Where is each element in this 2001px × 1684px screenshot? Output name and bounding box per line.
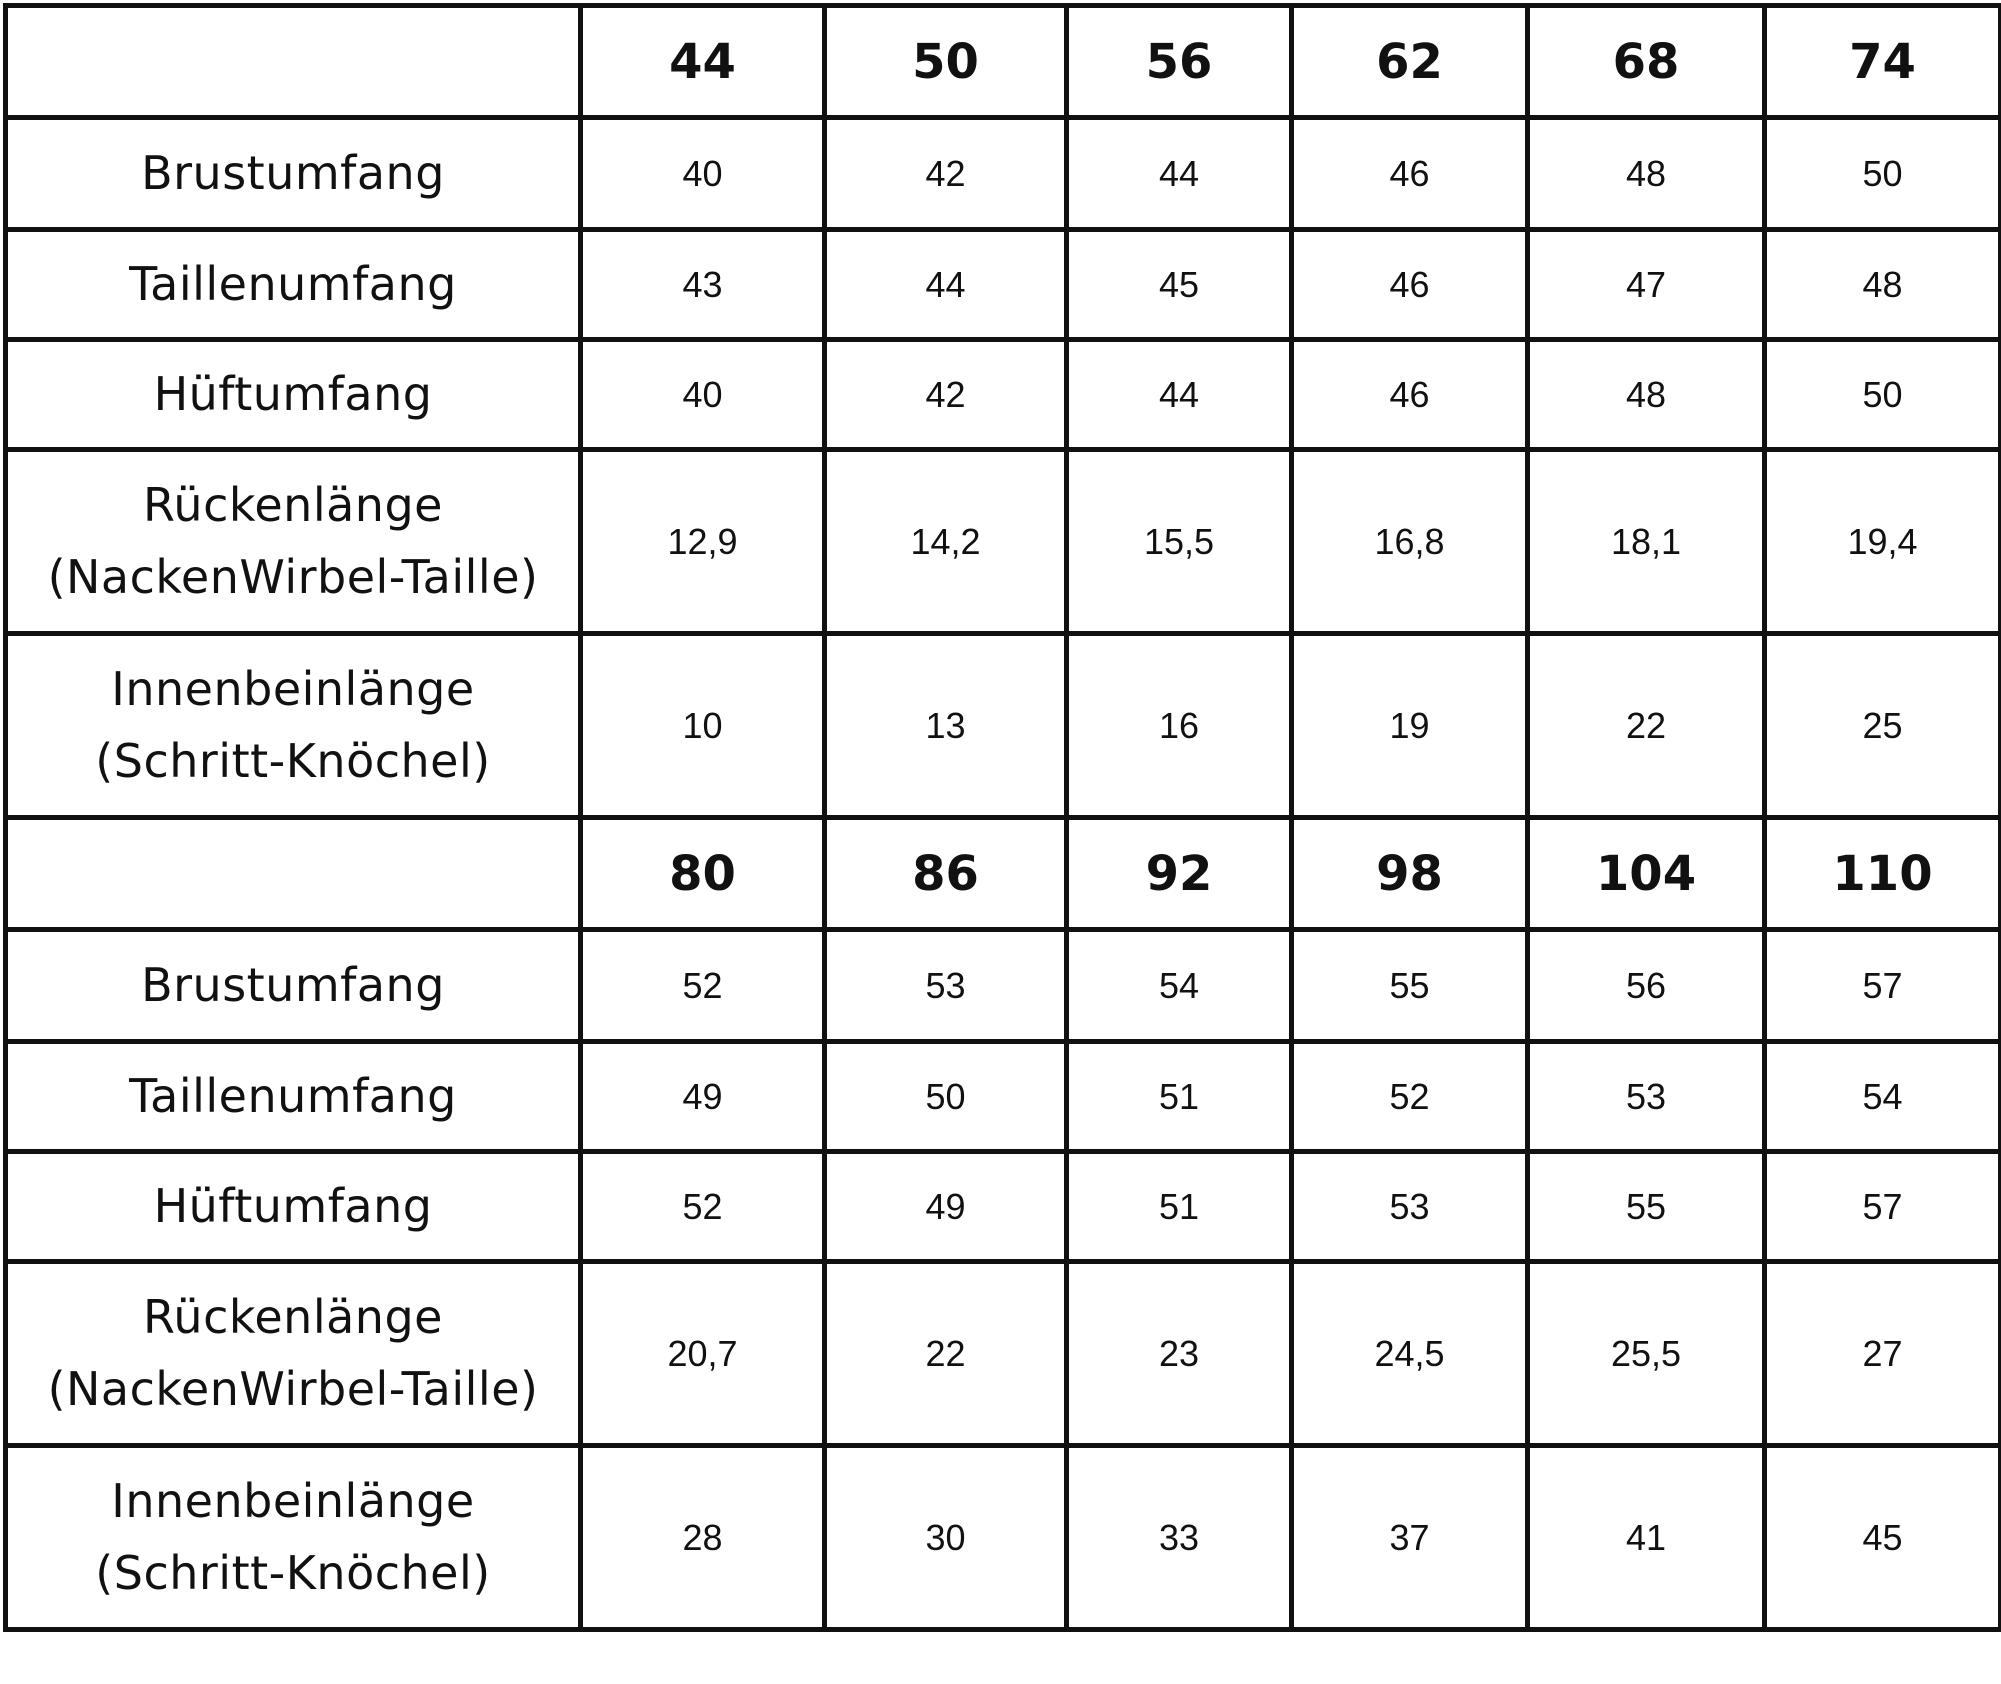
value-cell: 20,7 [581,1262,825,1446]
waist-row [6,230,2001,340]
value-cell: 52 [581,930,825,1042]
value-cell: 53 [825,930,1067,1042]
size-header-cell: 80 [581,818,825,930]
value-cell: 44 [825,230,1067,340]
value-cell: 45 [1067,230,1292,340]
waist-label [6,230,581,340]
value-cell: 16,8 [1292,450,1528,634]
value-cell: 40 [581,340,825,450]
value-cell: 41 [1528,1446,1765,1630]
label-line: (Schritt-Knöchel) [95,733,491,788]
back-length-row [6,450,2001,634]
value-cell: 13 [825,634,1067,818]
size-header-cell: 110 [1765,818,2001,930]
size-header-cell: 44 [581,6,825,118]
value-cell: 55 [1528,1152,1765,1262]
size-header-cell: 62 [1292,6,1528,118]
value-cell: 25 [1765,634,2001,818]
hip-row [6,1152,2001,1262]
value-cell: 47 [1528,230,1765,340]
value-cell: 12,9 [581,450,825,634]
value-cell: 52 [1292,1042,1528,1152]
value-cell: 56 [1528,930,1765,1042]
label-line: (NackenWirbel-Taille) [47,1361,539,1416]
label-line: Brustumfang [141,957,445,1012]
label-line: Taillenumfang [129,1068,457,1123]
value-cell: 51 [1067,1152,1292,1262]
value-cell: 54 [1765,1042,2001,1152]
value-cell: 24,5 [1292,1262,1528,1446]
label-line: Taillenumfang [129,256,457,311]
size-header-cell: 104 [1528,818,1765,930]
inseam-label [6,634,581,818]
value-cell: 15,5 [1067,450,1292,634]
value-cell: 30 [825,1446,1067,1630]
size-header-cell: 86 [825,818,1067,930]
value-cell: 22 [1528,634,1765,818]
label-line: Brustumfang [141,145,445,200]
value-cell: 18,1 [1528,450,1765,634]
value-cell: 44 [1067,118,1292,230]
waist-label [6,1042,581,1152]
value-cell: 37 [1292,1446,1528,1630]
value-cell: 48 [1765,230,2001,340]
size-chart-body [6,6,2001,1630]
size-chart-table [3,3,2001,1632]
value-cell: 19 [1292,634,1528,818]
corner-cell [6,6,581,118]
back-length-label [6,450,581,634]
label-line: Hüftumfang [153,1178,433,1233]
value-cell: 46 [1292,340,1528,450]
value-cell: 27 [1765,1262,2001,1446]
value-cell: 25,5 [1528,1262,1765,1446]
value-cell: 22 [825,1262,1067,1446]
value-cell: 49 [581,1042,825,1152]
value-cell: 48 [1528,118,1765,230]
size-header-cell: 92 [1067,818,1292,930]
value-cell: 57 [1765,930,2001,1042]
value-cell: 50 [825,1042,1067,1152]
value-cell: 46 [1292,230,1528,340]
value-cell: 50 [1765,118,2001,230]
value-cell: 14,2 [825,450,1067,634]
hip-label [6,340,581,450]
value-cell: 43 [581,230,825,340]
value-cell: 53 [1292,1152,1528,1262]
value-cell: 52 [581,1152,825,1262]
size-header-cell: 68 [1528,6,1765,118]
value-cell: 54 [1067,930,1292,1042]
label-line: Hüftumfang [153,366,433,421]
chest-row [6,118,2001,230]
value-cell: 33 [1067,1446,1292,1630]
back-length-label [6,1262,581,1446]
value-cell: 45 [1765,1446,2001,1630]
size-header-cell: 56 [1067,6,1292,118]
value-cell: 49 [825,1152,1067,1262]
value-cell: 48 [1528,340,1765,450]
value-cell: 57 [1765,1152,2001,1262]
size-header-cell: 74 [1765,6,2001,118]
size-header-cell: 98 [1292,818,1528,930]
value-cell: 42 [825,340,1067,450]
size-header-row [6,6,2001,118]
size-header-row [6,818,2001,930]
value-cell: 28 [581,1446,825,1630]
label-line: Innenbeinlänge [111,662,475,717]
value-cell: 51 [1067,1042,1292,1152]
hip-row [6,340,2001,450]
value-cell: 16 [1067,634,1292,818]
label-line: Rückenlänge [143,478,443,533]
value-cell: 53 [1528,1042,1765,1152]
label-line: Innenbeinlänge [111,1474,475,1529]
corner-cell [6,818,581,930]
value-cell: 55 [1292,930,1528,1042]
inseam-row [6,1446,2001,1630]
value-cell: 23 [1067,1262,1292,1446]
value-cell: 40 [581,118,825,230]
value-cell: 50 [1765,340,2001,450]
inseam-row [6,634,2001,818]
waist-row [6,1042,2001,1152]
label-line: Rückenlänge [143,1290,443,1345]
hip-label [6,1152,581,1262]
chest-label [6,118,581,230]
chest-row [6,930,2001,1042]
value-cell: 46 [1292,118,1528,230]
value-cell: 19,4 [1765,450,2001,634]
chest-label [6,930,581,1042]
back-length-row [6,1262,2001,1446]
label-line: (NackenWirbel-Taille) [47,549,539,604]
inseam-label [6,1446,581,1630]
value-cell: 10 [581,634,825,818]
size-header-cell: 50 [825,6,1067,118]
value-cell: 42 [825,118,1067,230]
label-line: (Schritt-Knöchel) [95,1545,491,1600]
value-cell: 44 [1067,340,1292,450]
